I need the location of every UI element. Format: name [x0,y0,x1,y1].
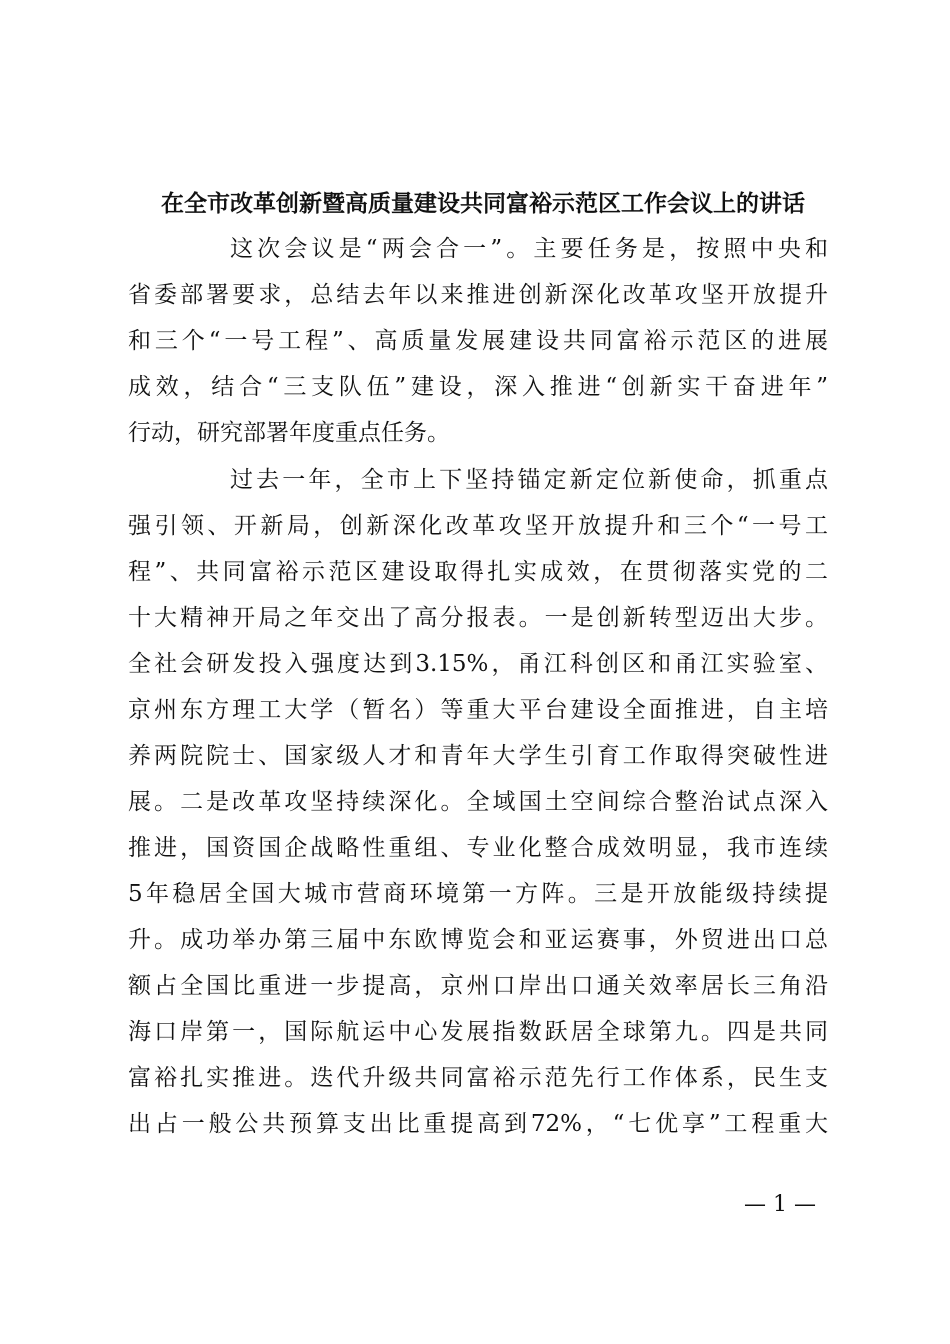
paragraph-line: 全社会研发投入强度达到3.15%，甬江科创区和甬江实验室、 [128,651,828,677]
page-number: — 1 — [744,1192,816,1217]
paragraph-line: 过去一年，全市上下坚持锚定新定位新使命，抓重点 [230,467,828,493]
paragraph-line: 强引领、开新局，创新深化改革攻坚开放提升和三个“一号工 [128,513,828,539]
paragraph-line: 富裕扎实推进。迭代升级共同富裕示范先行工作体系，民生支 [128,1065,828,1091]
paragraph-line: 京州东方理工大学（暂名）等重大平台建设全面推进，自主培 [128,697,828,723]
paragraph-line: 养两院院士、国家级人才和青年大学生引育工作取得突破性进 [128,743,828,769]
paragraph-line: 这次会议是“两会合一”。主要任务是，按照中央和 [230,236,828,262]
page-title: 在全市改革创新暨高质量建设共同富裕示范区工作会议上的讲话 [161,190,805,217]
paragraph-line: 推进，国资国企战略性重组、专业化整合成效明显，我市连续 [128,835,828,861]
paragraph-line: 额占全国比重进一步提高，京州口岸出口通关效率居长三角沿 [128,973,828,999]
paragraph-line: 行动，研究部署年度重点任务。 [128,420,450,446]
paragraph-line: 海口岸第一，国际航运中心发展指数跃居全球第九。四是共同 [128,1019,828,1045]
paragraph-line: 出占一般公共预算支出比重提高到72%，“七优享”工程重大 [128,1111,828,1137]
paragraph-line: 升。成功举办第三届中东欧博览会和亚运赛事，外贸进出口总 [128,927,828,953]
paragraph-line: 展。二是改革攻坚持续深化。全域国土空间综合整治试点深入 [128,789,828,815]
paragraph-line: 十大精神开局之年交出了高分报表。一是创新转型迈出大步。 [128,605,828,631]
paragraph-line: 程”、共同富裕示范区建设取得扎实成效，在贯彻落实党的二 [128,559,828,585]
paragraph-line: 省委部署要求，总结去年以来推进创新深化改革攻坚开放提升 [128,282,828,308]
paragraph-line: 5年稳居全国大城市营商环境第一方阵。三是开放能级持续提 [128,881,828,907]
paragraph-line: 成效，结合“三支队伍”建设，深入推进“创新实干奋进年” [128,374,828,400]
paragraph-line: 和三个“一号工程”、高质量发展建设共同富裕示范区的进展 [128,328,828,354]
